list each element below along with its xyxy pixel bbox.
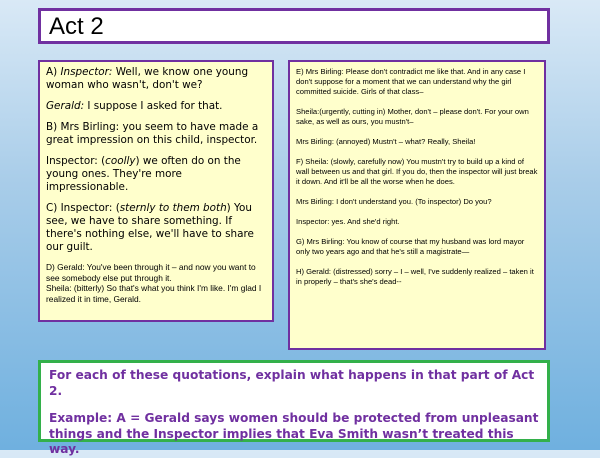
quote-e: E) Mrs Birling: Please don't contradict me like that. And in any case I don't suppose for a moment that we can understand why the girl committed suicide. Girls of that class– [296,67,526,96]
quote-c: C) Inspector: (sternly to them both) You see, we have to share something. If there's nothing else, we'll have to share our guilt. [46,202,254,253]
quote-f-reply-2: Inspector: yes. And she'd right. [296,217,400,226]
quotes-box-left [38,60,274,322]
quotes-box-right [288,60,546,350]
quote-b-reply: Inspector: (coolly) we often do on the young ones. They're more impressionable. [46,155,241,193]
quote-f: F) Sheila: (slowly, carefully now) You mustn't try to build up a kind of wall between us and that girl. If you do, then the inspector will just break it down. And it'll be all the worse when he does. [296,157,538,186]
quote-h: H) Gerald: (distressed) sorry – I – well, I've suddenly realized – taken it in properly – that's she's dead-- [296,267,534,286]
title-box [38,8,550,44]
task-example: Example: A = Gerald says women should be protected from unpleasant things and the Inspector implies that Eva Smith wasn’t treated this way. [49,411,539,456]
quote-b: B) Mrs Birling: you seem to have made a great impression on this child, inspector. [46,121,259,146]
quote-d: D) Gerald: You've been through it – and now you want to see somebody else put through it. [46,262,256,283]
quote-d-reply: Sheila: (bitterly) So that's what you think I'm like. I'm glad I realized it in time, Gerald. [46,283,262,304]
quote-e-reply: Sheila:(urgently, cutting in) Mother, don't – please don't. For your own sake, as well as ours, you mustn't– [296,107,529,126]
quote-a: A) Inspector: Well, we know one young woman who wasn't, don't we? [46,66,249,91]
task-box [38,360,550,456]
quote-a-reply: Gerald: I suppose I asked for that. [46,100,223,112]
task-question: For each of these quotations, explain what happens in that part of Act 2. [49,368,535,398]
quote-f-reply: Mrs Birling: I don't understand you. (To inspector) Do you? [296,197,492,206]
quote-g: G) Mrs Birling: You know of course that my husband was lord mayor only two years ago and that he's still a magistrate— [296,237,525,256]
quote-e-reply-2: Mrs Birling: (annoyed) Mustn't – what? Really, Sheila! [296,137,476,146]
page-title: Act 2 [49,13,104,40]
